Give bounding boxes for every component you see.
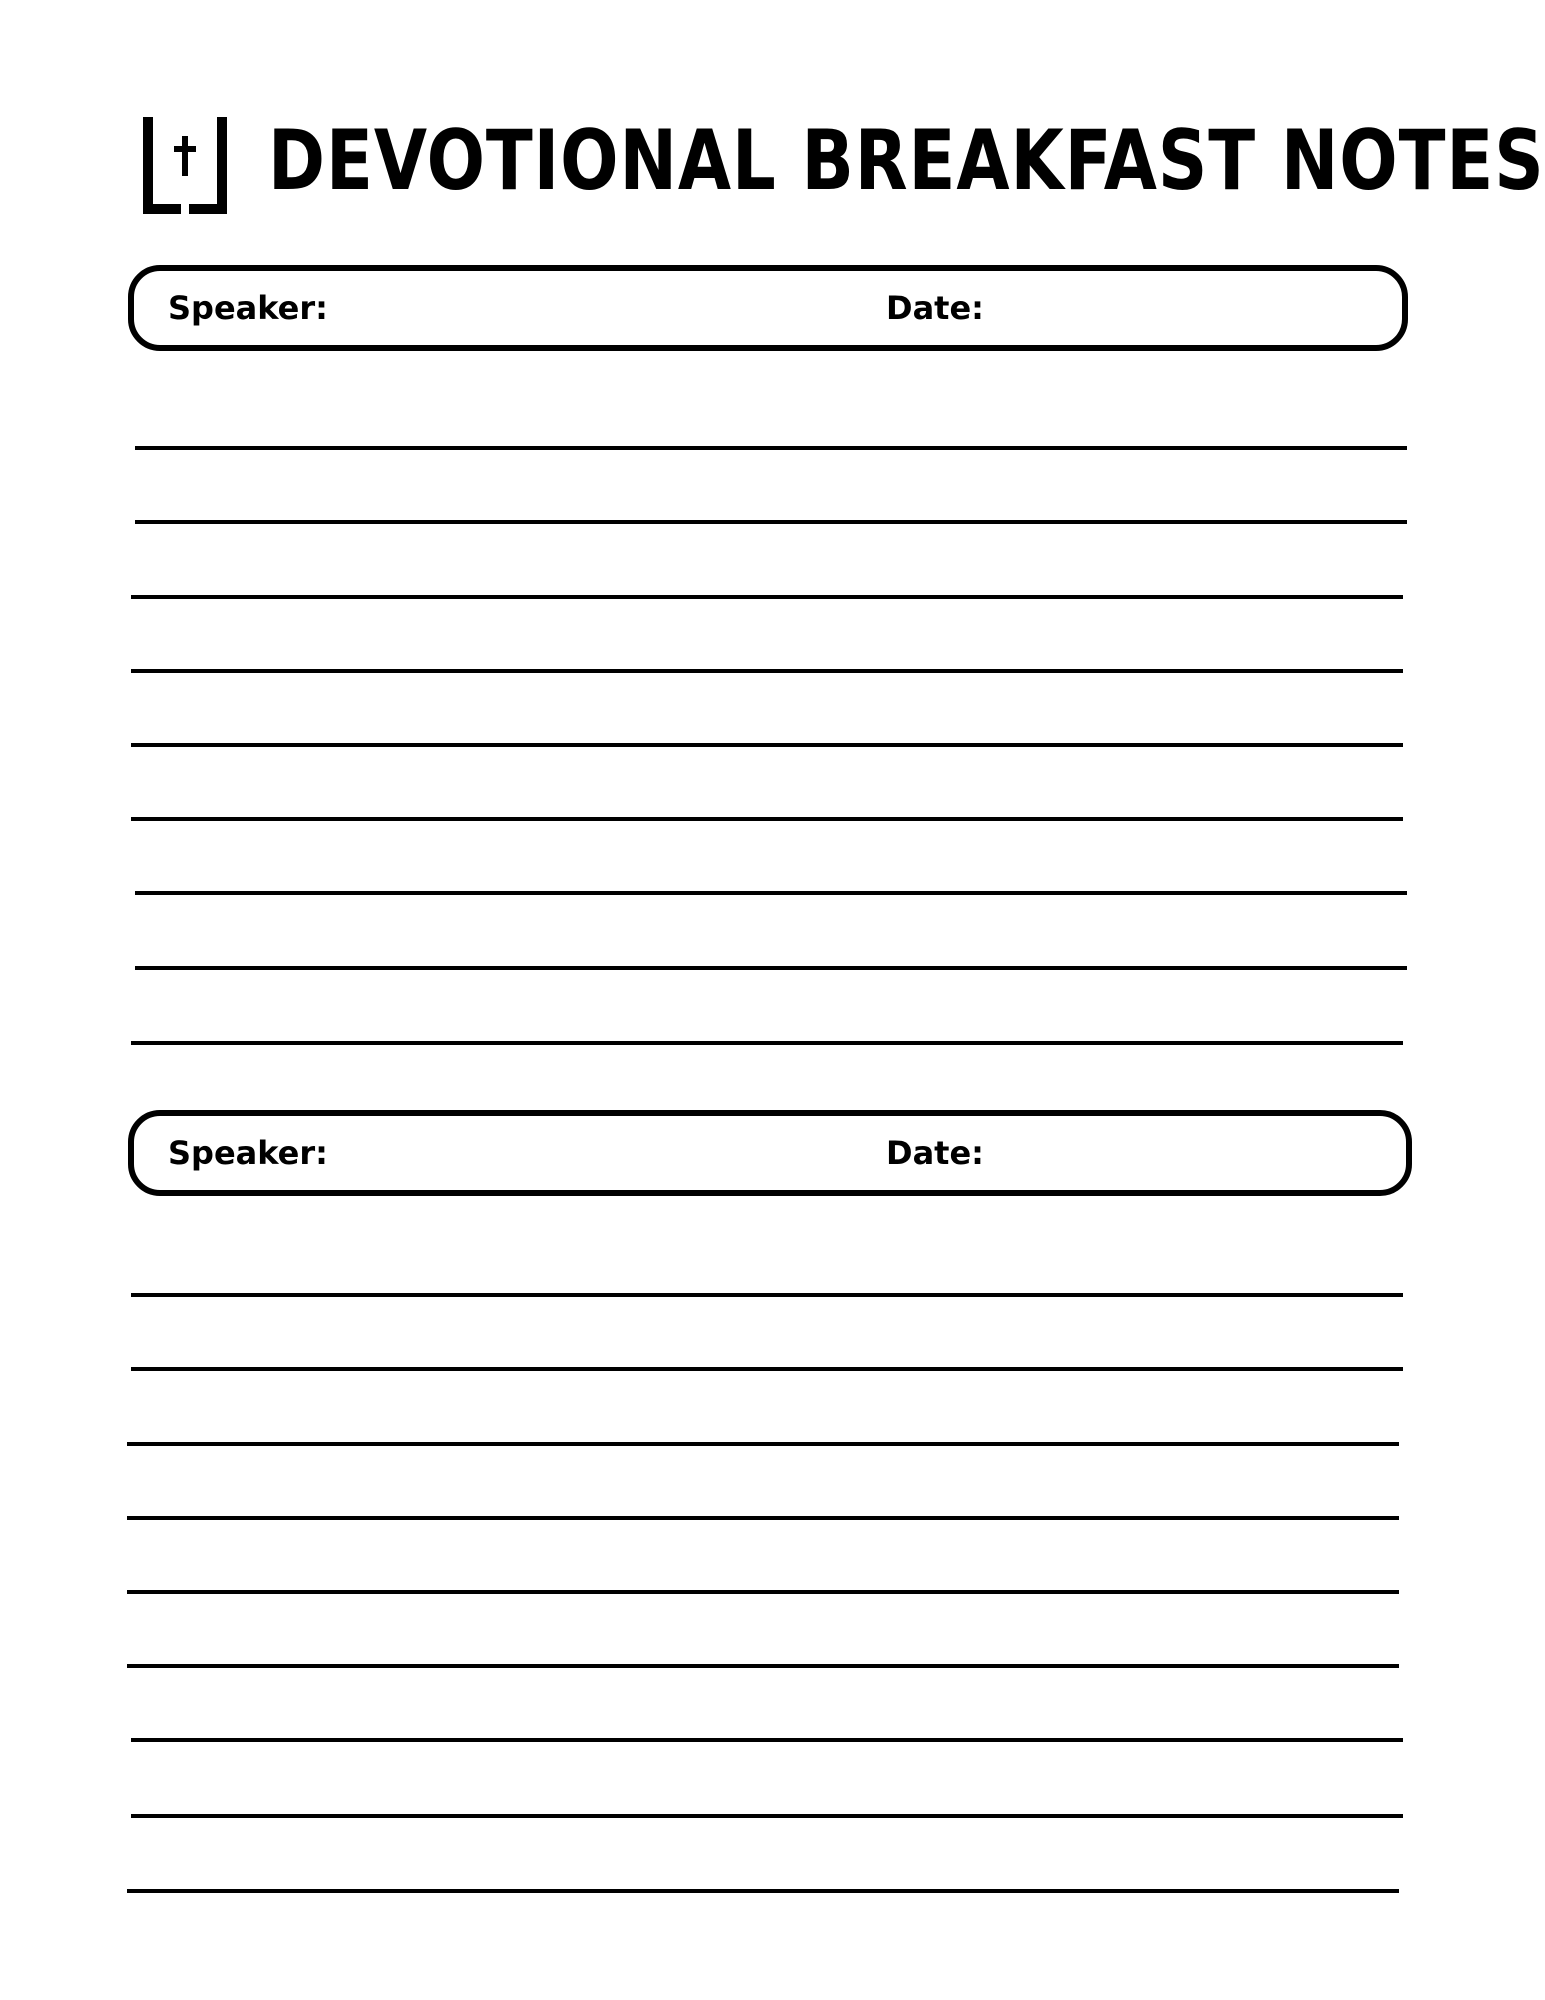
speaker-date-box-1 [128, 265, 1408, 351]
note-line[interactable] [131, 743, 1403, 747]
note-line[interactable] [127, 1590, 1399, 1594]
speaker-date-box-2 [128, 1110, 1412, 1196]
page-title: DEVOTIONAL BREAKFAST NOTES [268, 112, 1545, 209]
note-line[interactable] [135, 891, 1407, 895]
speaker-label: Speaker: [168, 1134, 328, 1172]
note-line[interactable] [127, 1664, 1399, 1668]
note-line[interactable] [131, 817, 1403, 821]
date-label: Date: [886, 1134, 984, 1172]
note-line[interactable] [135, 520, 1407, 524]
note-line[interactable] [127, 1889, 1399, 1893]
note-line[interactable] [131, 1041, 1403, 1045]
note-line[interactable] [127, 1516, 1399, 1520]
note-line[interactable] [131, 1814, 1403, 1818]
note-line[interactable] [131, 669, 1403, 673]
note-line[interactable] [127, 1442, 1399, 1446]
note-line[interactable] [131, 595, 1403, 599]
header [140, 110, 230, 220]
bible-cross-icon [140, 112, 230, 218]
note-line[interactable] [131, 1367, 1403, 1371]
date-label: Date: [886, 289, 984, 327]
note-line[interactable] [135, 966, 1407, 970]
note-line[interactable] [135, 446, 1407, 450]
speaker-label: Speaker: [168, 289, 328, 327]
note-line[interactable] [131, 1293, 1403, 1297]
note-line[interactable] [131, 1738, 1403, 1742]
